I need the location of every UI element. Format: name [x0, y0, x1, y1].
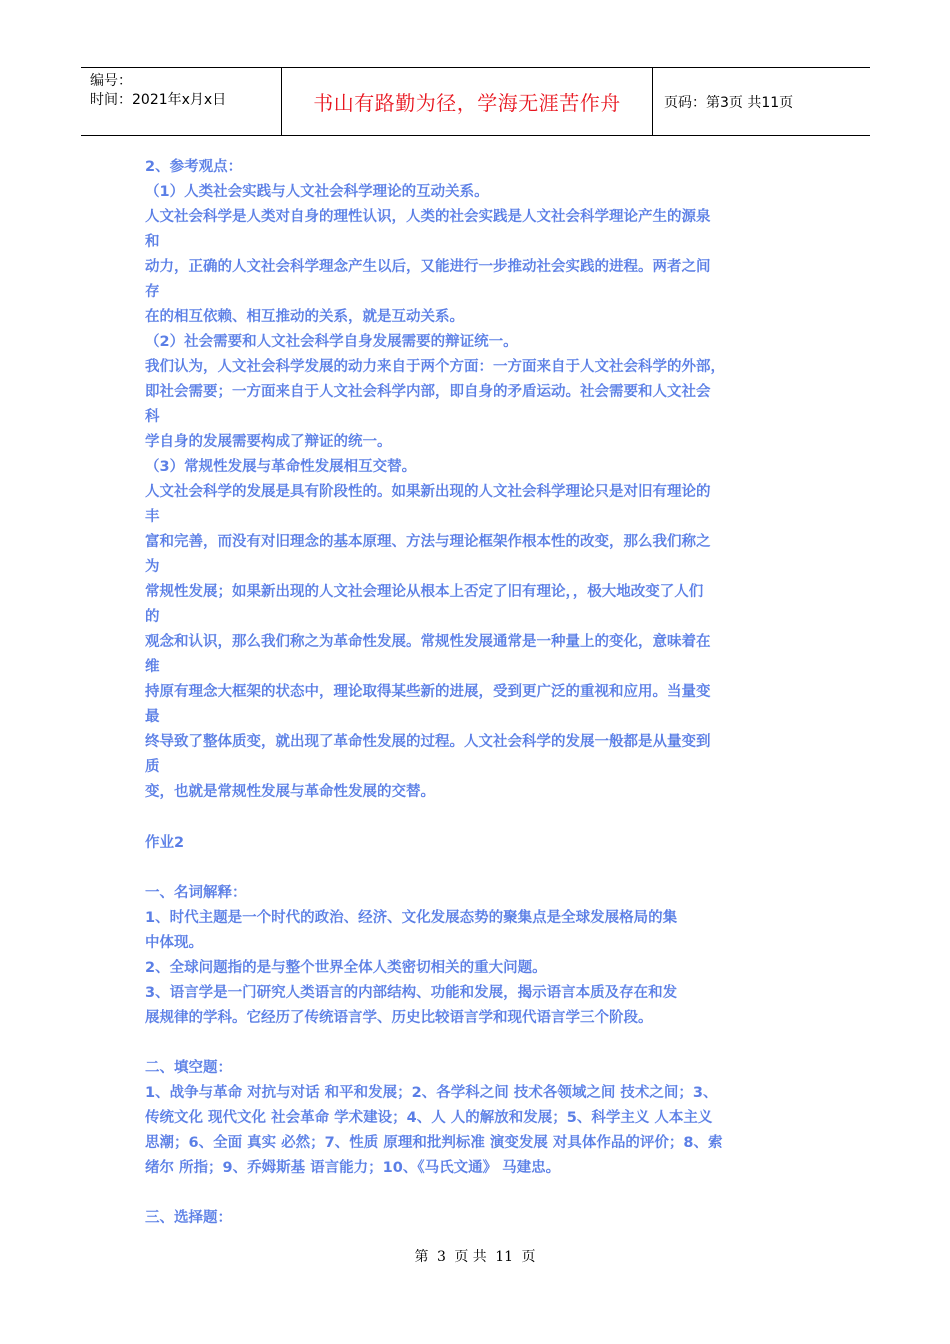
text-line: 变，也就是常规性发展与革命性发展的交替。: [145, 784, 435, 800]
text-line: 1、时代主题是一个时代的政治、经济、文化发展态势的聚集点是全球发展格局的集: [145, 910, 678, 926]
text-line: 动力，正确的人文社会科学理念产生以后，又能进行一步推动社会实践的进程。两者之间: [145, 259, 711, 275]
text-line: 我们认为，人文社会科学发展的动力来自于两个方面：一方面来自于人文社会科学的外部，: [145, 359, 725, 375]
time-label: 时间：2021年x月x日: [90, 92, 227, 108]
text-line: 持原有理念大框架的状态中，理论取得某些新的进展，受到更广泛的重视和应用。当量变: [145, 684, 711, 700]
section-heading: 二、填空题：: [145, 1060, 232, 1076]
text-line: （2）社会需要和人文社会科学自身发展需要的辩证统一。: [145, 334, 518, 350]
text-line: 人文社会科学是人类对自身的理性认识，人类的社会实践是人文社会科学理论产生的源泉: [145, 209, 711, 225]
text-line: 科: [145, 409, 160, 425]
header-page-cell: [653, 68, 870, 135]
text-line: 即社会需要；一方面来自于人文社会科学内部，即自身的矛盾运动。社会需要和人文社会: [145, 384, 711, 400]
text-line: 丰: [145, 509, 160, 525]
text-line: 富和完善，而没有对旧理念的基本原理、方法与理论框架作根本性的改变，那么我们称之: [145, 534, 711, 550]
section-heading: 一、名词解释：: [145, 885, 247, 901]
text-line: 3、语言学是一门研究人类语言的内部结构、功能和发展，揭示语言本质及存在和发: [145, 985, 678, 1001]
text-line: 存: [145, 284, 160, 300]
text-line: （3）常规性发展与革命性发展相互交替。: [145, 459, 417, 475]
page-info: 页码：第3页 共11页: [664, 94, 794, 111]
section-heading: 作业2: [145, 835, 185, 851]
text-line: （1）人类社会实践与人文社会科学理论的互动关系。: [145, 184, 489, 200]
text-line: 展规律的学科。它经历了传统语言学、历史比较语言学和现代语言学三个阶段。: [145, 1010, 653, 1026]
footer-prefix: 第: [414, 1249, 429, 1265]
footer-suffix: 页: [521, 1249, 536, 1265]
footer-middle: 页 共: [454, 1249, 487, 1265]
text-line: 终导致了整体质变，就出现了革命性发展的过程。人文社会科学的发展一般都是从量变到: [145, 734, 711, 750]
header-meta-cell: [81, 68, 282, 135]
footer-page-number: 3: [436, 1249, 446, 1265]
text-line: 的: [145, 609, 160, 625]
text-line: 为: [145, 559, 160, 575]
text-line: 观念和认识，那么我们称之为革命性发展。常规性发展通常是一种量上的变化，意味着在: [145, 634, 711, 650]
text-line: 维: [145, 659, 160, 675]
footer-total-pages: 11: [495, 1249, 514, 1265]
page-footer: [0, 1246, 950, 1266]
text-line: 绪尔 所指；9、乔姆斯基 语言能力；10、《马氏文通》 马建忠。: [145, 1160, 561, 1176]
motto-text: 书山有路勤为径，学海无涯苦作舟: [313, 91, 621, 115]
text-line: 学自身的发展需要构成了辩证的统一。: [145, 434, 392, 450]
text-line: 传统文化 现代文化 社会革命 学术建设；4、人 人的解放和发展；5、科学主义 人本主义: [145, 1110, 713, 1126]
text-line: 思潮；6、全面 真实 必然；7、性质 原理和批判标准 演变发展 对具体作品的评价；8、索: [145, 1135, 723, 1151]
header-motto-cell: [282, 68, 653, 135]
text-line: 和: [145, 234, 160, 250]
text-line: 质: [145, 759, 160, 775]
text-line: 在的相互依赖、相互推动的关系，就是互动关系。: [145, 309, 464, 325]
text-line: 2、参考观点：: [145, 159, 243, 175]
number-label: 编号：: [90, 73, 132, 89]
text-line: 最: [145, 709, 160, 725]
text-line: 1、战争与革命 对抗与对话 和平和发展；2、各学科之间 技术各领域之间 技术之间；3、: [145, 1085, 718, 1101]
text-line: 人文社会科学的发展是具有阶段性的。如果新出现的人文社会科学理论只是对旧有理论的: [145, 484, 711, 500]
text-line: 2、全球问题指的是与整个世界全体人类密切相关的重大问题。: [145, 960, 547, 976]
section-heading: 三、选择题：: [145, 1210, 232, 1226]
header-table: [81, 67, 870, 136]
text-line: 常规性发展；如果新出现的人文社会理论从根本上否定了旧有理论，，极大地改变了人们: [145, 584, 704, 600]
text-line: 中体现。: [145, 935, 203, 951]
